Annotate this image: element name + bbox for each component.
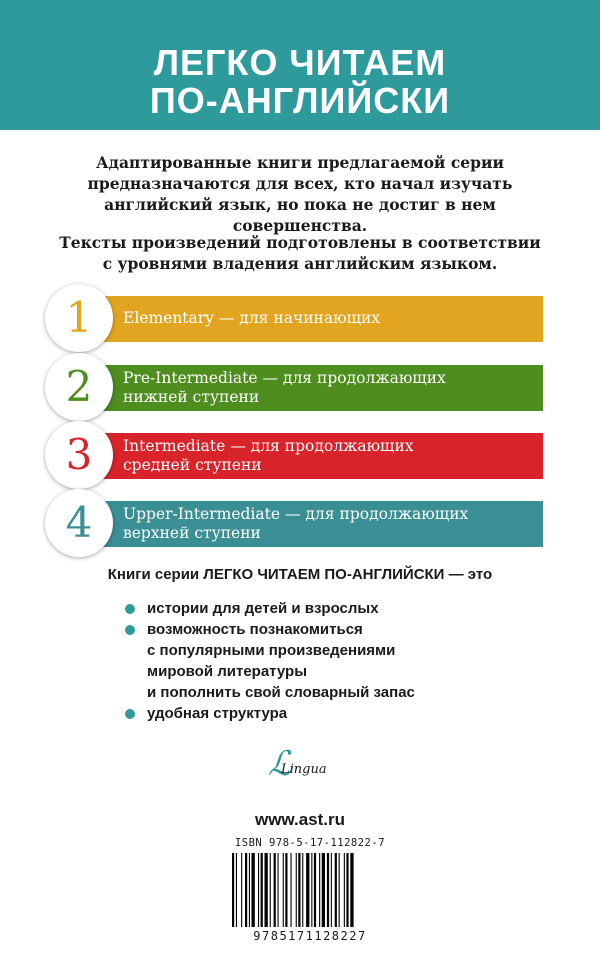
level-label-line: Elementary — для начинающих (123, 309, 381, 327)
list-item (125, 703, 545, 724)
level-label-line: Intermediate — для продолжающих (123, 437, 414, 455)
series-title-line2: ПО-АНГЛИЙСКИ (149, 80, 451, 121)
list-item-line: истории для детей и взрослых (147, 600, 379, 617)
isbn-number: ISBN 978-5-17-112822-7 (234, 837, 386, 849)
intro-line: Тексты произведений подготовлены в соответствии (59, 233, 541, 252)
intro-line: с уровнями владения английским языком. (102, 254, 498, 273)
level-number-badge: 2 (45, 353, 113, 421)
intro-line: английский язык, но пока не достиг в нем (104, 195, 496, 214)
list-item-line: мировой литературы (147, 663, 307, 680)
series-title-line1: ЛЕГКО ЧИТАЕМ (153, 42, 447, 83)
level-3-band (55, 430, 543, 479)
intro-line: совершенства. (232, 216, 368, 235)
level-label-line: Upper-Intermediate — для продолжающих (123, 505, 469, 523)
intro-paragraph-2 (40, 232, 560, 274)
list-item (125, 619, 545, 703)
level-label (123, 437, 533, 475)
level-label (123, 505, 533, 543)
lingua-logo-mark: ℒ (268, 744, 293, 784)
intro-paragraph-1 (40, 152, 560, 236)
bullet-dot-icon (125, 604, 135, 614)
ean-number: 9785171128227 (253, 929, 367, 943)
bullet-dot-icon (125, 709, 135, 719)
list-item (125, 598, 545, 619)
level-number-badge: 4 (45, 489, 113, 557)
list-item-line: удобная структура (147, 705, 288, 722)
level-label (123, 369, 533, 407)
level-1-band (55, 293, 543, 342)
lingua-logo-text: Lingua (281, 762, 327, 777)
list-item-line: и пополнить свой словарный запас (147, 684, 415, 701)
publisher-website: www.ast.ru (254, 810, 346, 829)
level-2-band (55, 362, 543, 411)
barcode-icon (230, 853, 390, 929)
level-label-line: средней ступени (123, 456, 262, 474)
level-number-badge: 1 (45, 284, 113, 352)
series-summary-heading: Книги серии ЛЕГКО ЧИТАЕМ ПО-АНГЛИЙСКИ — это (107, 566, 493, 583)
barcode-block (222, 837, 398, 945)
list-item-line: возможность познакомиться (147, 621, 363, 638)
list-item-line: с популярными произведениями (147, 642, 396, 659)
bullet-dot-icon (125, 625, 135, 635)
level-label (123, 309, 533, 328)
header-banner (0, 0, 600, 130)
level-label-line: нижней ступени (123, 388, 260, 406)
feature-list (125, 598, 545, 724)
lingua-logo-icon (268, 744, 338, 790)
intro-line: предназначаются для всех, кто начал изучать (87, 174, 513, 193)
level-number-badge: 3 (45, 421, 113, 489)
level-label-line: верхней ступени (123, 524, 261, 542)
intro-line: Адаптированные книги предлагаемой серии (96, 153, 504, 172)
level-label-line: Pre-Intermediate — для продолжающих (123, 369, 446, 387)
level-4-band (55, 498, 543, 547)
